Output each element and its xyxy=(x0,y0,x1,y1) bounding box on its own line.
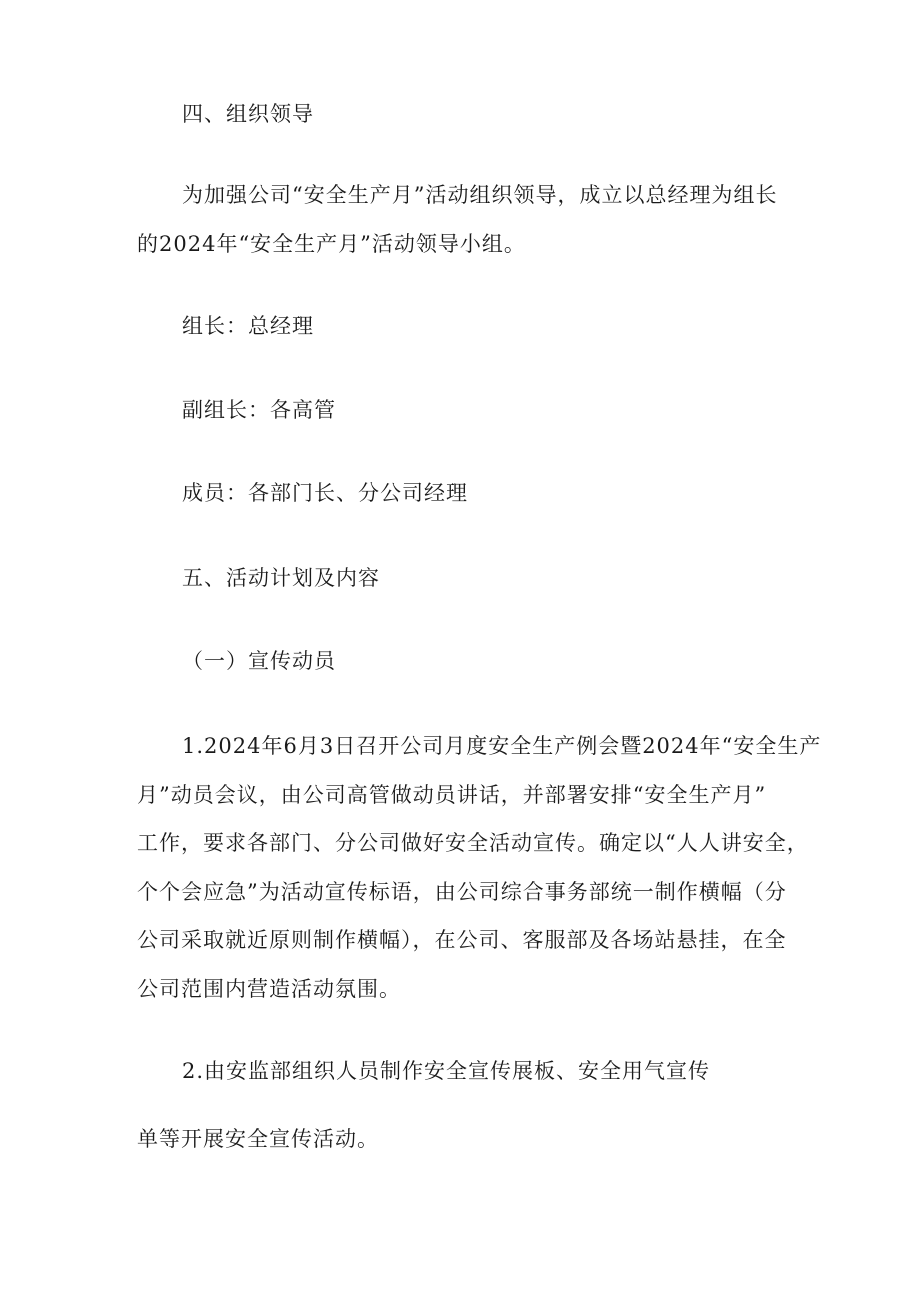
section-4-intro-line-1: 为加强公司“安全生产月”活动组织领导，成立以总经理为组长 xyxy=(182,183,778,207)
deputy-leader-line: 副组长：各高管 xyxy=(182,398,336,422)
section-4-intro-line-2: 的2024年“安全生产月”活动领导小组。 xyxy=(137,232,526,256)
section-5-heading: 五、活动计划及内容 xyxy=(182,566,380,590)
item-1-line-2: 月”动员会议，由公司高管做动员讲话，并部署安排“安全生产月” xyxy=(137,783,767,807)
item-1-line-4: 个个会应急”为活动宣传标语，由公司综合事务部统一制作横幅（分 xyxy=(137,880,787,904)
item-1-line-6: 公司范围内营造活动氛围。 xyxy=(137,977,401,1001)
subsection-1-heading: （一）宣传动员 xyxy=(182,649,336,673)
group-leader-line: 组长：总经理 xyxy=(182,314,314,338)
item-2-line-1: 2.由安监部组织人员制作安全宣传展板、安全用气宣传 xyxy=(182,1059,711,1083)
section-4-heading: 四、组织领导 xyxy=(182,102,314,126)
members-line: 成员：各部门长、分公司经理 xyxy=(182,481,468,505)
item-1-line-5: 公司采取就近原则制作横幅），在公司、客服部及各场站悬挂，在全 xyxy=(137,928,787,952)
item-1-line-3: 工作，要求各部门、分公司做好安全活动宣传。确定以“人人讲安全， xyxy=(137,831,809,855)
item-1-line-1: 1.2024年6月3日召开公司月度安全生产例会暨2024年“安全生产 xyxy=(182,734,822,758)
item-2-line-2: 单等开展安全宣传活动。 xyxy=(137,1127,379,1151)
